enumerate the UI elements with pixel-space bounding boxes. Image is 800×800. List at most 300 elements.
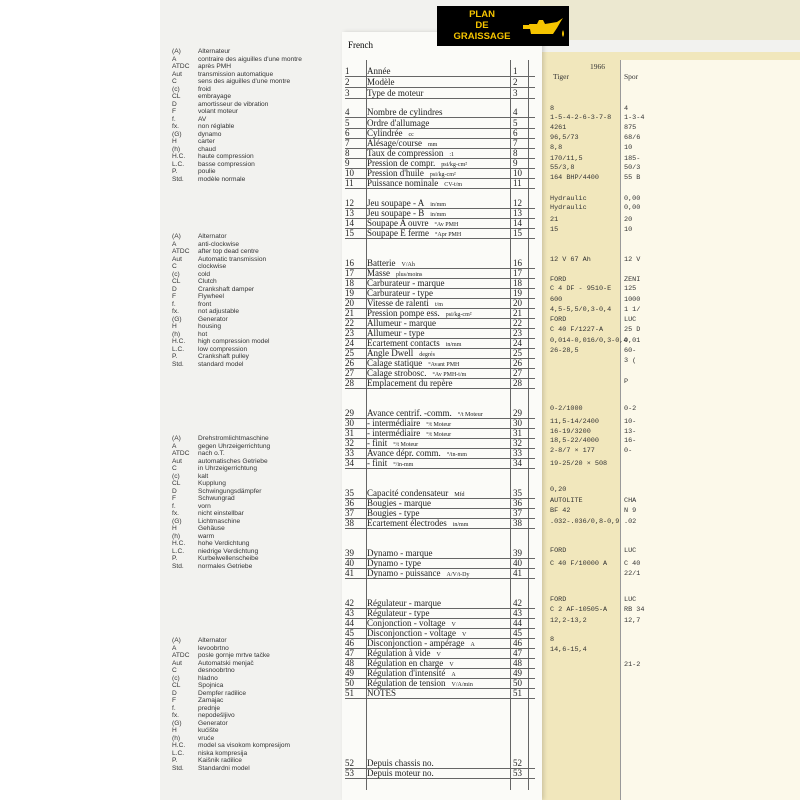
row-rule [345, 698, 535, 699]
row-number: 44 [345, 618, 354, 628]
legend-key: f. [172, 115, 176, 123]
row-unit: A [451, 672, 456, 678]
data-cell: 170/11,5 [550, 155, 583, 163]
row-number-right: 16 [513, 258, 522, 268]
legend-value: non réglable [198, 123, 235, 130]
legend-row [172, 548, 342, 556]
row-number: 48 [345, 658, 354, 668]
legend-row [172, 563, 342, 571]
row-label: Nombre de cylindres [367, 107, 443, 117]
row-label: NOTES [367, 688, 396, 698]
row-number-right: 22 [513, 318, 522, 328]
legend-key: ATDC [172, 652, 190, 659]
row-label: Jeu soupape - A in/mm [367, 198, 446, 208]
legend-value: nicht einstellbar [198, 510, 244, 517]
row-number-right: 12 [513, 198, 522, 208]
data-cell: 21-2 [624, 661, 641, 669]
row-label: Cylindrée cc [367, 128, 414, 138]
legend-row [172, 346, 342, 354]
legend-row [172, 131, 342, 139]
legend-block [172, 435, 342, 570]
data-cell: 0,01 [624, 337, 641, 345]
row-label: Alésage/course mm [367, 138, 438, 148]
row-unit: in/mm [430, 212, 446, 218]
legend-row [172, 153, 342, 161]
row-label: Vitesse de ralenti t/m [367, 298, 443, 308]
legend-value: Alternator [198, 233, 227, 240]
row-unit: °Av PMH [434, 222, 459, 228]
row-number-right: 38 [513, 518, 522, 528]
legend-value: Kupplung [198, 480, 226, 487]
data-cell: 55 B [624, 174, 641, 182]
data-cell: 26-28,5 [550, 347, 579, 355]
legend-key: fx. [172, 308, 179, 315]
legend-value: Crankshaft damper [198, 285, 255, 293]
row-number-right: 46 [513, 638, 522, 648]
legend-row [172, 435, 342, 443]
row-unit: t/m [434, 302, 443, 308]
legend-value: embrayage [198, 93, 231, 100]
row-label: Taux de compression :1 [367, 148, 455, 158]
data-cell: 12,7 [624, 617, 641, 625]
row-label: - intermédiaire °/t Moteur [367, 418, 452, 428]
data-cell: 8 [550, 105, 555, 113]
row-number-right: 30 [513, 418, 522, 428]
row-unit: °Av PMH-t/m [432, 372, 467, 378]
legend-key: H.C. [172, 742, 186, 749]
row-number-right: 29 [513, 408, 522, 418]
row-unit: °/t Moteur [393, 442, 419, 448]
legend-row [172, 78, 342, 86]
legend-value: vruće [198, 734, 215, 742]
legend-row [172, 248, 342, 256]
row-number-right: 5 [513, 118, 518, 128]
row-unit: V [461, 632, 467, 638]
row-number-right: 31 [513, 428, 522, 438]
row-number-right: 21 [513, 308, 522, 318]
legend-block [172, 48, 342, 183]
row-number: 5 [345, 118, 350, 128]
row-number: 37 [345, 508, 354, 518]
legend-key: F [172, 108, 177, 115]
data-cell: 12,2-13,2 [550, 617, 587, 625]
legend-key: (G) [172, 517, 182, 525]
legend-row [172, 286, 342, 294]
data-cell: AUTOLITE [550, 497, 583, 505]
logo-line2: DE [475, 20, 489, 31]
row-number-right: 28 [513, 378, 522, 388]
row-label: Emplacement du repère [367, 378, 453, 388]
data-cell: 0- [624, 447, 633, 455]
legend-row [172, 682, 342, 690]
legend-key: (G) [172, 315, 182, 323]
legend-key: CL [172, 682, 181, 689]
legend-row [172, 518, 342, 526]
row-number-right: 36 [513, 498, 522, 508]
row-unit: °Avant PMH [428, 362, 460, 368]
row-unit: psi/kg-cm² [445, 312, 472, 318]
row-label: - finit °/t Moteur [367, 438, 419, 448]
legend-row [172, 735, 342, 743]
legend-value: contraire des aiguilles d'une montre [198, 55, 302, 63]
row-number: 41 [345, 568, 354, 578]
row-number-right: 52 [513, 758, 522, 768]
row-label: Ordre d'allumage [367, 118, 430, 128]
data-cell: 96,5/73 [550, 134, 579, 142]
row-label: Régulation à vide V [367, 648, 441, 658]
row-unit: mm [427, 142, 438, 148]
row-label: Régulation de tension V/A/min [367, 678, 473, 688]
data-cell: BF 42 [550, 507, 571, 515]
row-label: Bougies - marque [367, 498, 431, 508]
data-cell: C 40 F/10000 A [550, 560, 608, 568]
form-divider-right [528, 60, 529, 790]
legend-row [172, 241, 342, 249]
row-number: 12 [345, 198, 354, 208]
row-label: Calage strobosc. °Av PMH-t/m [367, 368, 467, 378]
data-divider [620, 60, 621, 800]
legend-value: Zamajac [198, 697, 224, 704]
legend-key: Std. [172, 562, 184, 570]
row-number: 23 [345, 328, 354, 338]
row-number-right: 23 [513, 328, 522, 338]
row-number: 20 [345, 298, 354, 308]
data-cell: LUC [624, 596, 637, 604]
legend-key: Std. [172, 175, 184, 183]
data-cell: 55/3,8 [550, 164, 575, 172]
legend-value: Automatic transmission [198, 255, 267, 263]
row-number-right: 8 [513, 148, 518, 158]
row-number-right: 2 [513, 77, 518, 87]
legend-value: niska kompresija [198, 749, 248, 757]
row-unit: V [451, 622, 456, 628]
data-cell: 185- [624, 155, 641, 163]
legend-value: warm [198, 532, 215, 540]
legend-row [172, 480, 342, 488]
data-cell: 0,014-0,016/0,3-0,4 [550, 337, 628, 345]
row-number-right: 1 [513, 66, 518, 76]
legend-key: (c) [172, 270, 180, 278]
legend-row [172, 116, 342, 124]
row-number-right: 3 [513, 88, 518, 98]
legend-row [172, 123, 342, 131]
legend-value: Clutch [198, 278, 217, 285]
data-cell: 22/1 [624, 570, 641, 578]
row-label: Carburateur - marque [367, 278, 445, 288]
legend-key: C [172, 78, 177, 85]
row-number: 19 [345, 288, 354, 298]
row-label: Régulation en charge V [367, 658, 454, 668]
row-label: Angle Dwell degrés [367, 348, 435, 358]
row-label: Soupape A ouvre °Av PMH [367, 218, 459, 228]
row-number-right: 4 [513, 107, 518, 117]
data-cell: 0-2 [624, 405, 637, 413]
row-number: 28 [345, 378, 354, 388]
row-label: Depuis chassis no. [367, 758, 434, 768]
legend-value: desnoobrtno [198, 667, 235, 674]
legend-value: Alternator [198, 637, 227, 644]
legend-key: F [172, 293, 177, 300]
row-unit: °/t Moteur [426, 432, 452, 438]
legend-key: H [172, 727, 177, 734]
row-number-right: 44 [513, 618, 522, 628]
legend-key: P. [172, 555, 178, 562]
legend-value: nepodešljivo [198, 712, 235, 719]
logo-line1: PLAN [469, 9, 495, 20]
row-label: Disconjonction - ampérage A [367, 638, 475, 648]
row-number: 6 [345, 128, 350, 138]
legend-row [172, 168, 342, 176]
legend-key: CL [172, 278, 181, 285]
data-cell: 8 [550, 636, 555, 644]
legend-key: A [172, 442, 177, 450]
data-cell: FORD [550, 316, 567, 324]
row-number-right: 41 [513, 568, 522, 578]
data-model-1: Tiger [553, 72, 569, 81]
row-number-right: 35 [513, 488, 522, 498]
legend-key: (h) [172, 330, 181, 338]
legend-row [172, 742, 342, 750]
row-label: Carburateur - type [367, 288, 433, 298]
row-unit: °Apr PMH [434, 232, 462, 238]
row-number: 35 [345, 488, 354, 498]
legend-value: housing [198, 323, 222, 330]
row-number-right: 15 [513, 228, 522, 238]
data-cell: .032-.036/0,8-0,9 [550, 518, 620, 526]
legend-value: normales Getriebe [198, 562, 253, 570]
row-number: 29 [345, 408, 354, 418]
legend-value: Flywheel [198, 293, 225, 300]
legend-row [172, 361, 342, 369]
legend-key: H.C. [172, 540, 186, 547]
row-number-right: 10 [513, 168, 522, 178]
legend-value: chaud [198, 145, 216, 153]
legend-row [172, 667, 342, 675]
row-number: 26 [345, 358, 354, 368]
data-cell: 19-25/20 × 508 [550, 460, 608, 468]
data-cell: 8,8 [550, 144, 563, 152]
row-number: 15 [345, 228, 354, 238]
row-number: 33 [345, 448, 354, 458]
row-number-right: 9 [513, 158, 518, 168]
row-number: 50 [345, 678, 354, 688]
row-label: Dynamo - puissance A/V/t-Dy [367, 568, 470, 578]
row-unit: °/t Moteur [426, 422, 452, 428]
row-number: 16 [345, 258, 354, 268]
legend-key: f. [172, 502, 176, 510]
legend-value: low compression [198, 345, 248, 353]
row-number: 25 [345, 348, 354, 358]
row-number-right: 42 [513, 598, 522, 608]
row-label: Disconjonction - voltage V [367, 628, 467, 638]
legend-key: P. [172, 353, 178, 360]
row-label: Puissance nominale CV-t/m [367, 178, 463, 188]
row-label: Modèle [367, 77, 395, 87]
legend-row [172, 353, 342, 361]
data-cell: 4,5-5,5/0,3-0,4 [550, 306, 612, 314]
row-label: Régulateur - type [367, 608, 430, 618]
legend-key: (A) [172, 435, 181, 442]
legend-key: (A) [172, 233, 181, 240]
legend-row [172, 525, 342, 533]
row-unit: °/in-mm [393, 462, 414, 468]
row-number: 52 [345, 758, 354, 768]
row-number: 31 [345, 428, 354, 438]
legend-row [172, 146, 342, 154]
row-unit: in/mm [430, 202, 446, 208]
row-number: 30 [345, 418, 354, 428]
legend-row [172, 660, 342, 668]
legend-key: fx. [172, 510, 179, 517]
row-number-right: 6 [513, 128, 518, 138]
row-unit: °/t Moteur [457, 412, 483, 418]
legend-value: amortisseur de vibration [198, 100, 269, 108]
legend-value: Lichtmaschine [198, 517, 241, 525]
legend-value: vorn [198, 502, 211, 510]
legend-row [172, 488, 342, 496]
data-year: 1966 [590, 62, 605, 71]
legend-row [172, 690, 342, 698]
legend-key: (h) [172, 734, 181, 742]
data-cell: 10 [624, 144, 633, 152]
row-label: Pression d'huile psi/kg-cm² [367, 168, 456, 178]
legend-value: clockwise [198, 263, 227, 270]
row-unit: V [436, 652, 441, 658]
legend-row [172, 465, 342, 473]
logo-line3: GRAISSAGE [453, 31, 511, 42]
legend-key: H [172, 138, 177, 145]
legend-value: hladno [198, 674, 218, 682]
row-number: 32 [345, 438, 354, 448]
legend-row [172, 138, 342, 146]
row-label: Avance dépr. comm. °/in-mm [367, 448, 467, 458]
row-unit: CV-t/m [444, 182, 463, 188]
legend-value: Gehäuse [198, 525, 225, 532]
data-cell: LUC [624, 316, 637, 324]
data-cell: 0,20 [550, 486, 567, 494]
legend-value: kalt [198, 472, 209, 480]
row-number-right: 37 [513, 508, 522, 518]
legend-key: H [172, 525, 177, 532]
legend-row [172, 56, 342, 64]
legend-row [172, 308, 342, 316]
row-rule [345, 528, 535, 529]
legend-key: L.C. [172, 547, 185, 555]
data-cell: 1000 [624, 296, 641, 304]
legend-row [172, 697, 342, 705]
row-number-right: 19 [513, 288, 522, 298]
row-label: Allumeur - type [367, 328, 425, 338]
legend-key: Std. [172, 764, 184, 772]
row-label: - intermédiaire °/t Moteur [367, 428, 452, 438]
data-cell: 1-3-4 [624, 114, 645, 122]
data-cell: 18,5-22/4000 [550, 437, 599, 445]
row-label: Type de moteur [367, 88, 424, 98]
data-cell: 21 [550, 216, 559, 224]
row-number: 38 [345, 518, 354, 528]
row-number-right: 47 [513, 648, 522, 658]
legend-key: ATDC [172, 63, 190, 70]
row-rule [345, 778, 535, 779]
row-number: 51 [345, 688, 354, 698]
row-number-right: 32 [513, 438, 522, 448]
row-unit: V [449, 662, 454, 668]
legend-value: not adjustable [198, 308, 240, 315]
legend-row [172, 757, 342, 765]
legend-value: Generator [198, 719, 228, 727]
data-cell: 4 [624, 105, 629, 113]
row-number-right: 39 [513, 548, 522, 558]
legend-row [172, 637, 342, 645]
data-cell: 600 [550, 296, 563, 304]
row-number-right: 7 [513, 138, 518, 148]
legend-value: transmission automatique [198, 70, 274, 78]
data-cell: Hydraulic [550, 204, 587, 212]
data-cell: 875 [624, 124, 637, 132]
legend-key: (A) [172, 48, 181, 55]
legend-key: ATDC [172, 450, 190, 457]
legend-value: Kaišnik radilice [198, 757, 242, 764]
data-cell: P [624, 378, 629, 386]
legend-value: Schwungrad [198, 495, 235, 502]
row-number-right: 17 [513, 268, 522, 278]
legend-value: modèle normale [198, 175, 246, 183]
legend-value: levoobrtno [198, 644, 229, 652]
row-number-right: 13 [513, 208, 522, 218]
legend-key: (c) [172, 674, 180, 682]
row-label: Pression pompe ess. psi/kg-cm² [367, 308, 472, 318]
row-label: Régulateur - marque [367, 598, 441, 608]
data-cell: 20 [624, 216, 633, 224]
data-cell: 125 [624, 285, 637, 293]
legend-row [172, 63, 342, 71]
legend-value: AV [198, 115, 207, 123]
legend-row [172, 233, 342, 241]
row-number: 27 [345, 368, 354, 378]
legend-key: (G) [172, 130, 182, 138]
row-number-right: 51 [513, 688, 522, 698]
legend-value: Schwingungsdämpfer [198, 487, 262, 495]
legend-row [172, 712, 342, 720]
data-cell: CHA [624, 497, 637, 505]
legend-row [172, 495, 342, 503]
legend-row [172, 338, 342, 346]
row-number: 39 [345, 548, 354, 558]
row-number: 43 [345, 608, 354, 618]
data-cell: N 9 [624, 507, 637, 515]
legend-key: (h) [172, 145, 181, 153]
legend-value: hot [198, 330, 208, 338]
legend-key: P. [172, 757, 178, 764]
row-label: - finit °/in-mm [367, 458, 414, 468]
data-cell: 25 D [624, 326, 641, 334]
legend-key: Aut [172, 659, 182, 667]
legend-key: CL [172, 480, 181, 487]
legend-row [172, 86, 342, 94]
legend-row [172, 101, 342, 109]
legend-value: carter [198, 138, 215, 145]
legend-row [172, 540, 342, 548]
row-number: 9 [345, 158, 350, 168]
row-unit: in/mm [445, 342, 462, 348]
legend-value: niedrige Verdichtung [198, 547, 259, 555]
legend-value: front [198, 300, 212, 308]
row-unit: plus/moins [396, 272, 423, 278]
row-number: 13 [345, 208, 354, 218]
legend-value: après PMH [198, 63, 231, 70]
legend-row [172, 256, 342, 264]
legend-value: Alternateur [198, 48, 231, 55]
